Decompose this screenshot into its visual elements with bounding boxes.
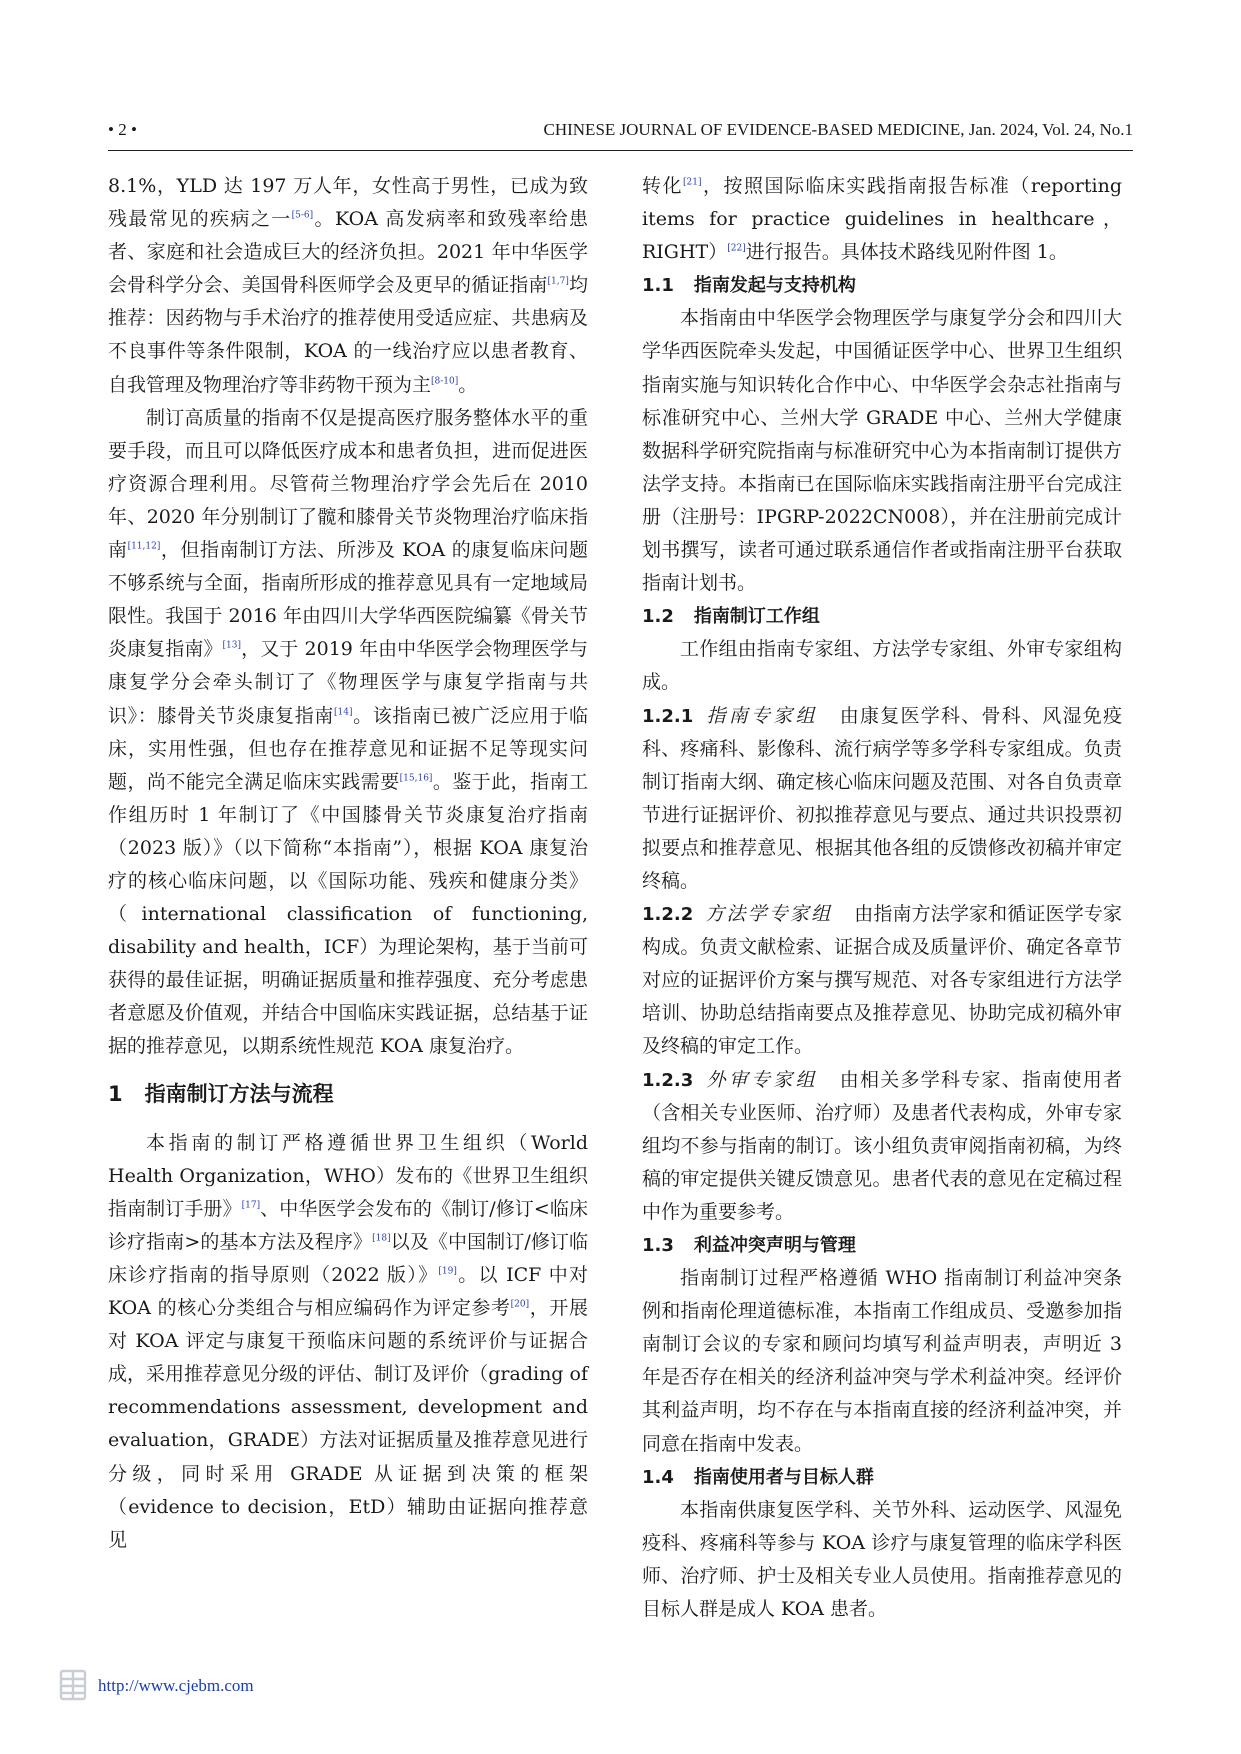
paragraph: 指南制订过程严格遵循 WHO 指南制订利益冲突条例和指南伦理道德标准，本指南工作组成员、受邀参加指南制订会议的专家和顾问均填写利益声明表，声明近 3 年是否存在相关的经济利益冲突与学术利益冲突。经评价其利益声明，均不存在与本指南直接的经济利益冲突，并同意在指南中发表。 xyxy=(642,1267,1122,1455)
text-run: 本指南的制订严格遵循世界卫生组织（World Health Organization，WHO）发布的《世界卫生组织指南制订手册》 xyxy=(108,1131,588,1220)
citation-link[interactable]: [22] xyxy=(727,243,746,254)
subsection-heading xyxy=(642,269,1122,302)
paragraph xyxy=(108,402,588,1064)
paragraph xyxy=(642,170,1122,269)
text-run: 由相关多学科专家、指南使用者（含相关专业医师、治疗师）及患者代表构成，外审专家组均不参与指南的制订。该小组负责审阅指南初稿，为终稿的审定提供关键反馈意见。患者代表的意见在定稿过程中作为重要参考。 xyxy=(642,1068,1122,1223)
subsubsection-title: 外审专家组 xyxy=(705,1068,818,1091)
text-run: 。该指南已被广泛应用于临床，实用性强，但也存在推荐意见和证据不足等现实问题，尚不能完全满足临床实践需要 xyxy=(108,704,588,793)
paragraph: 工作组由指南专家组、方法学专家组、外审专家组构成。 xyxy=(642,638,1122,694)
section-heading xyxy=(108,1078,588,1111)
paragraph: 本指南由中华医学会物理医学与康复学分会和四川大学华西医院牵头发起，中国循证医学中心、世界卫生组织指南实施与知识转化合作中心、中华医学会杂志社指南与标准研究中心、兰州大学 GRADE 中心、兰州大学健康数据科学研究院指南与标准研究中心为本指南制订提供方法学支持。本指南已在国际临床实践指南注册平台完成注册（注册号：IPGRP-2022CN008），并在注册前完成计划书撰写，读者可通过联系通信作者或指南注册平台获取指南计划书。 xyxy=(642,307,1122,595)
text-run: 。KOA 高发病率和致残率给患者、家庭和社会造成巨大的经济负担。2021 年中华医学会骨科学分会、美国骨科医师学会及更早的循证指南 xyxy=(108,208,588,297)
text-run: 由康复医学科、骨科、风湿免疫科、疼痛科、影像科、流行病学等多学科专家组成。负责制订指南大纲、确定核心临床问题及范围、对各自负责章节进行证据评价、初拟推荐意见与要点、通过共识投票初拟要点和推荐意见、根据其他各组的反馈修改初稿并审定终稿。 xyxy=(642,704,1122,892)
text-run: 。鉴于此，指南工作组历时 1 年制订了《中国膝骨关节炎康复治疗指南（2023 版）》（以下简称“本指南”），根据 KOA 康复治疗的核心临床问题，以《国际功能、残疾和健康分类》（international classification of functioning, disability and health，ICF）为理论架构，基于当前可获得的最佳证据，明确证据质量和推荐强度、充分考虑患者意愿及价值观，并结合中国临床实践证据，总结基于证据的推荐意见，以期系统性规范 KOA 康复治疗。 xyxy=(108,770,588,1058)
subsection-number: 1.3 xyxy=(642,1235,674,1256)
citation-link[interactable]: [5-6] xyxy=(291,210,314,221)
header-rule xyxy=(108,150,1133,151)
subsubsection-number: 1.2.3 xyxy=(642,1069,694,1091)
paragraph xyxy=(108,1127,588,1557)
citation-link[interactable]: [19] xyxy=(438,1266,457,1277)
subsection-heading xyxy=(642,600,1122,633)
citation-link[interactable]: [18] xyxy=(372,1233,391,1244)
journal-citation: CHINESE JOURNAL OF EVIDENCE-BASED MEDICINE, Jan. 2024, Vol. 24, No.1 xyxy=(543,120,1133,139)
text-run: 以及《中国制订/修订临床诊疗指南的指导原则（2022 版）》 xyxy=(108,1230,589,1286)
subsection-number: 1.1 xyxy=(642,275,674,297)
text-run: ，但指南制订方法、所涉及 KOA 的康复临床问题不够系统与全面，指南所形成的推荐意见具有一定地域局限性。我国于 2016 年由四川大学华西医院编纂《骨关节炎康复指南》 xyxy=(108,539,588,661)
citation-link[interactable]: [8-10] xyxy=(431,376,459,387)
text-run: ，按照国际临床实践指南报告标准（reporting items for practice guidelines in healthcare，RIGHT） xyxy=(642,175,1122,264)
text-run: ，开展对 KOA 评定与康复干预临床问题的系统评价与证据合成，采用推荐意见分级的评估、制订及评价（grading of recommendations assessment, development and evaluation，GRADE）方法对证据质量及推荐意见进行分级，同时采用 GRADE 从证据到决策的框架（evidence to decision，EtD）辅助由证据向推荐意见 xyxy=(108,1297,588,1551)
subsection-heading xyxy=(642,1461,1122,1494)
citation-link[interactable]: [20] xyxy=(510,1299,530,1310)
paragraph: 本指南供康复医学科、关节外科、运动医学、风湿免疫科、疼痛科等参与 KOA 诊疗与康复管理的临床学科医师、治疗师、护士及相关专业人员使用。指南推荐意见的目标人群是成人 KOA 患者。 xyxy=(642,1498,1122,1621)
citation-link[interactable]: [14] xyxy=(334,707,353,718)
text-run: 转化 xyxy=(642,175,683,197)
citation-link[interactable]: [11,12] xyxy=(127,541,161,552)
paragraph xyxy=(108,170,588,402)
citation-link[interactable]: [1,7] xyxy=(547,276,569,287)
subsubsection-number: 1.2.1 xyxy=(642,705,694,727)
paragraph xyxy=(642,1064,1122,1229)
subsection-title: 指南使用者与目标人群 xyxy=(693,1466,874,1488)
text-run: ，又于 2019 年由中华医学会物理医学与康复学分会牵头制订了《物理医学与康复学指南与共识》：膝骨关节炎康复指南 xyxy=(108,638,588,727)
right-column xyxy=(642,170,1122,1626)
citation-link[interactable]: [15,16] xyxy=(399,773,433,784)
text-run: 均推荐：因药物与手术治疗的推荐使用受适应症、共患病及不良事件等条件限制，KOA 的一线治疗应以患者教育、自我管理及物理治疗等非药物干预为主 xyxy=(108,274,588,396)
citation-link[interactable]: [17] xyxy=(241,1200,261,1211)
subsection-number: 1.2 xyxy=(642,606,674,628)
paragraph xyxy=(642,700,1122,899)
section-title: 指南制订方法与流程 xyxy=(144,1081,334,1106)
citation-link[interactable]: [21] xyxy=(683,177,702,188)
page-number: • 2 • xyxy=(108,120,137,139)
subsection-title: 指南制订工作组 xyxy=(693,606,820,628)
running-header xyxy=(108,116,1133,148)
text-run: 、中华医学会发布的《制订/修订<临床诊疗指南>的基本方法及程序》 xyxy=(108,1197,588,1253)
paragraph xyxy=(642,898,1122,1063)
text-run: 。 xyxy=(458,373,478,396)
subsubsection-title: 方法学专家组 xyxy=(705,903,833,926)
subsubsection-number: 1.2.2 xyxy=(642,904,694,926)
section-number: 1 xyxy=(108,1081,123,1106)
subsubsection-title: 指南专家组 xyxy=(705,704,818,727)
subsection-title: 利益冲突声明与管理 xyxy=(693,1235,856,1256)
text-run: 制订高质量的指南不仅是提高医疗服务整体水平的重要手段，而且可以降低医疗成本和患者负担，进而促进医疗资源合理利用。尽管荷兰物理治疗学会先后在 2010 年、2020 年分别制订了髋和膝骨关节炎物理治疗临床指南 xyxy=(108,406,588,562)
journal-logo-icon xyxy=(58,1668,88,1702)
text-run: 由指南方法学家和循证医学专家构成。负责文献检索、证据合成及质量评价、确定各章节对应的证据评价方案与撰写规范、对各专家组进行方法学培训、协助总结指南要点及推荐意见、协助完成初稿外审及终稿的审定工作。 xyxy=(642,903,1122,1058)
journal-website-link[interactable]: http://www.cjebm.com xyxy=(98,1676,254,1695)
subsection-number: 1.4 xyxy=(642,1466,674,1488)
text-run: 进行报告。具体技术路线见附件图 1。 xyxy=(745,241,1068,264)
subsection-title: 指南发起与支持机构 xyxy=(693,275,856,297)
text-run: 。以 ICF 中对 KOA 的核心分类组合与相应编码作为评定参考 xyxy=(108,1264,588,1320)
text-run: 8.1%，YLD 达 197 万人年，女性高于男性，已成为致残最常见的疾病之一 xyxy=(108,175,588,231)
left-column xyxy=(108,170,588,1557)
citation-link[interactable]: [13] xyxy=(222,640,242,651)
subsection-heading xyxy=(642,1229,1122,1262)
